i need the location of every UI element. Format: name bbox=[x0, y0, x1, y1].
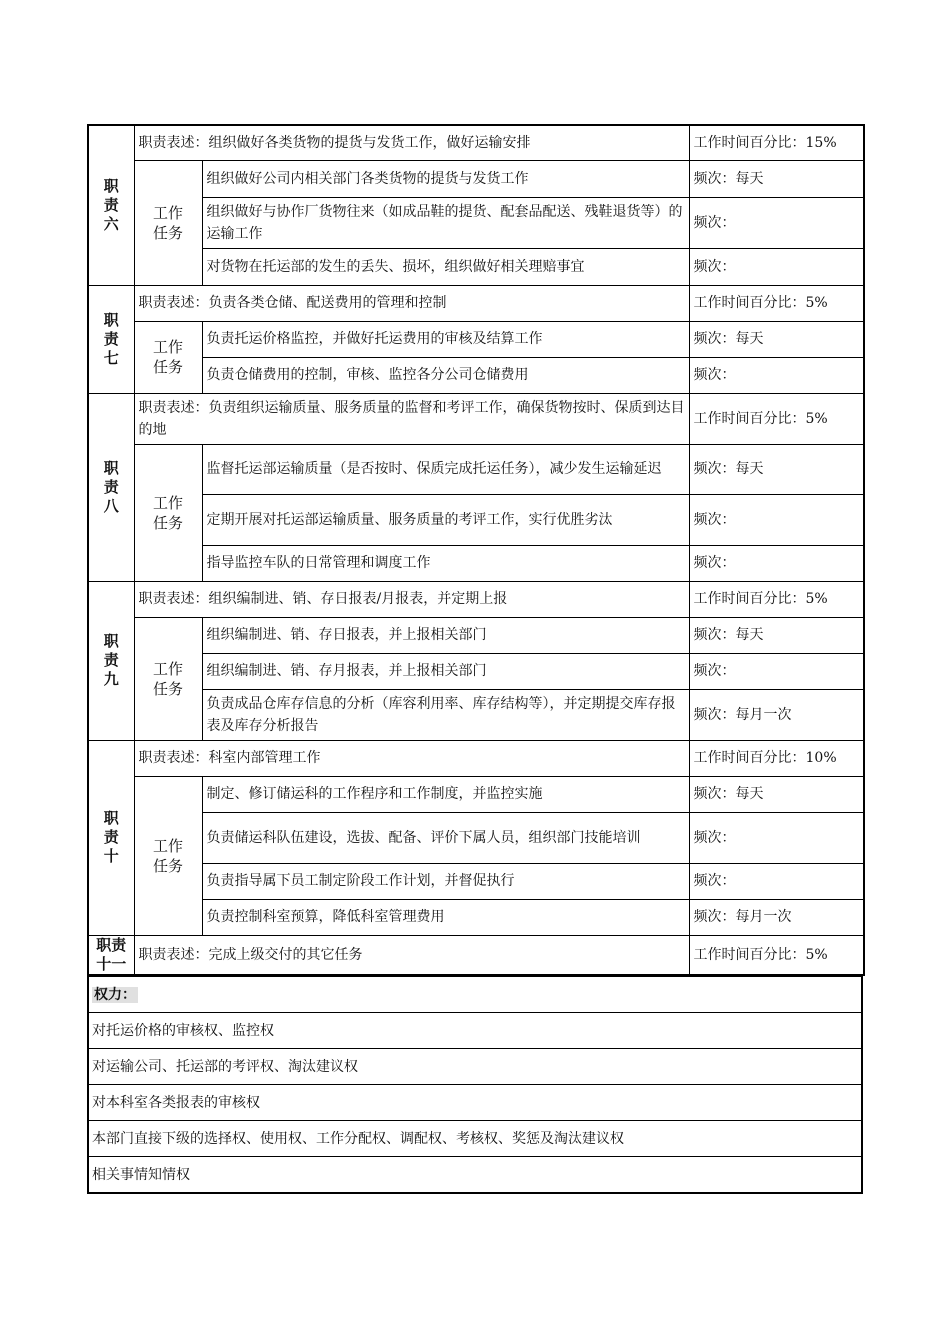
task-text: 组织编制进、销、存月报表，并上报相关部门 bbox=[202, 653, 689, 689]
task-text: 负责托运价格监控，并做好托运费用的审核及结算工作 bbox=[202, 321, 689, 357]
task-text: 组织编制进、销、存日报表，并上报相关部门 bbox=[202, 617, 689, 653]
right-item: 本部门直接下级的选择权、使用权、工作分配权、调配权、考核权、奖惩及淘汰建议权 bbox=[88, 1121, 862, 1157]
duty-name: 职责 十一 bbox=[88, 935, 134, 975]
task-label: 工作 任务 bbox=[134, 160, 202, 285]
duty-name: 职 责 七 bbox=[88, 285, 134, 393]
rights-heading-text: 权力： bbox=[94, 986, 136, 1003]
task-frequency: 频次：每天 bbox=[689, 444, 864, 494]
duty-name: 职 责 八 bbox=[88, 393, 134, 581]
time-percentage: 工作时间百分比：5% bbox=[689, 935, 864, 975]
right-item: 对托运价格的审核权、监控权 bbox=[88, 1013, 862, 1049]
time-percentage: 工作时间百分比：15% bbox=[689, 125, 864, 160]
duty-statement: 职责表述：组织做好各类货物的提货与发货工作，做好运输安排 bbox=[134, 125, 689, 160]
duty-statement: 职责表述：组织编制进、销、存日报表/月报表，并定期上报 bbox=[134, 581, 689, 617]
task-text: 监督托运部运输质量（是否按时、保质完成托运任务），减少发生运输延迟 bbox=[202, 444, 689, 494]
task-text: 定期开展对托运部运输质量、服务质量的考评工作，实行优胜劣汰 bbox=[202, 494, 689, 545]
duty-name: 职 责 九 bbox=[88, 581, 134, 740]
rights-heading bbox=[88, 976, 862, 1013]
task-frequency: 频次：每月一次 bbox=[689, 689, 864, 740]
duty-statement: 职责表述：负责组织运输质量、服务质量的监督和考评工作，确保货物按时、保质到达目的地 bbox=[134, 393, 689, 444]
duty-name: 职 责 六 bbox=[88, 125, 134, 285]
task-label: 工作 任务 bbox=[134, 444, 202, 581]
task-text: 指导监控车队的日常管理和调度工作 bbox=[202, 545, 689, 581]
task-text: 对货物在托运部的发生的丢失、损坏，组织做好相关理赔事宜 bbox=[202, 248, 689, 285]
task-frequency: 频次： bbox=[689, 248, 864, 285]
duty-statement: 职责表述：科室内部管理工作 bbox=[134, 740, 689, 776]
task-frequency: 频次： bbox=[689, 812, 864, 863]
right-item: 对运输公司、托运部的考评权、淘汰建议权 bbox=[88, 1049, 862, 1085]
duty-name: 职 责 十 bbox=[88, 740, 134, 935]
task-frequency: 频次： bbox=[689, 357, 864, 393]
duty-statement: 职责表述：负责各类仓储、配送费用的管理和控制 bbox=[134, 285, 689, 321]
task-text: 负责仓储费用的控制，审核、监控各分公司仓储费用 bbox=[202, 357, 689, 393]
right-item: 对本科室各类报表的审核权 bbox=[88, 1085, 862, 1121]
task-label: 工作 任务 bbox=[134, 776, 202, 935]
right-item: 相关事情知情权 bbox=[88, 1157, 862, 1194]
task-text: 制定、修订储运科的工作程序和工作制度，并监控实施 bbox=[202, 776, 689, 812]
rights-table bbox=[87, 975, 863, 1194]
task-frequency: 频次：每天 bbox=[689, 321, 864, 357]
task-frequency: 频次： bbox=[689, 494, 864, 545]
task-label: 工作 任务 bbox=[134, 321, 202, 393]
task-text: 负责储运科队伍建设，选拔、配备、评价下属人员，组织部门技能培训 bbox=[202, 812, 689, 863]
time-percentage: 工作时间百分比：5% bbox=[689, 393, 864, 444]
time-percentage: 工作时间百分比：5% bbox=[689, 285, 864, 321]
task-frequency: 频次： bbox=[689, 545, 864, 581]
task-frequency: 频次： bbox=[689, 197, 864, 248]
task-label: 工作 任务 bbox=[134, 617, 202, 740]
task-frequency: 频次： bbox=[689, 863, 864, 899]
time-percentage: 工作时间百分比：5% bbox=[689, 581, 864, 617]
task-text: 负责成品仓库存信息的分析（库容利用率、库存结构等），并定期提交库存报表及库存分析报告 bbox=[202, 689, 689, 740]
task-text: 负责控制科室预算，降低科室管理费用 bbox=[202, 899, 689, 935]
task-frequency: 频次：每天 bbox=[689, 160, 864, 197]
task-text: 组织做好与协作厂货物往来（如成品鞋的提货、配套品配送、残鞋退货等）的运输工作 bbox=[202, 197, 689, 248]
duty-statement: 职责表述：完成上级交付的其它任务 bbox=[134, 935, 689, 975]
duties-table bbox=[87, 124, 865, 976]
task-frequency: 频次： bbox=[689, 653, 864, 689]
task-frequency: 频次：每天 bbox=[689, 617, 864, 653]
task-text: 组织做好公司内相关部门各类货物的提货与发货工作 bbox=[202, 160, 689, 197]
task-frequency: 频次：每月一次 bbox=[689, 899, 864, 935]
task-frequency: 频次：每天 bbox=[689, 776, 864, 812]
time-percentage: 工作时间百分比：10% bbox=[689, 740, 864, 776]
task-text: 负责指导属下员工制定阶段工作计划，并督促执行 bbox=[202, 863, 689, 899]
